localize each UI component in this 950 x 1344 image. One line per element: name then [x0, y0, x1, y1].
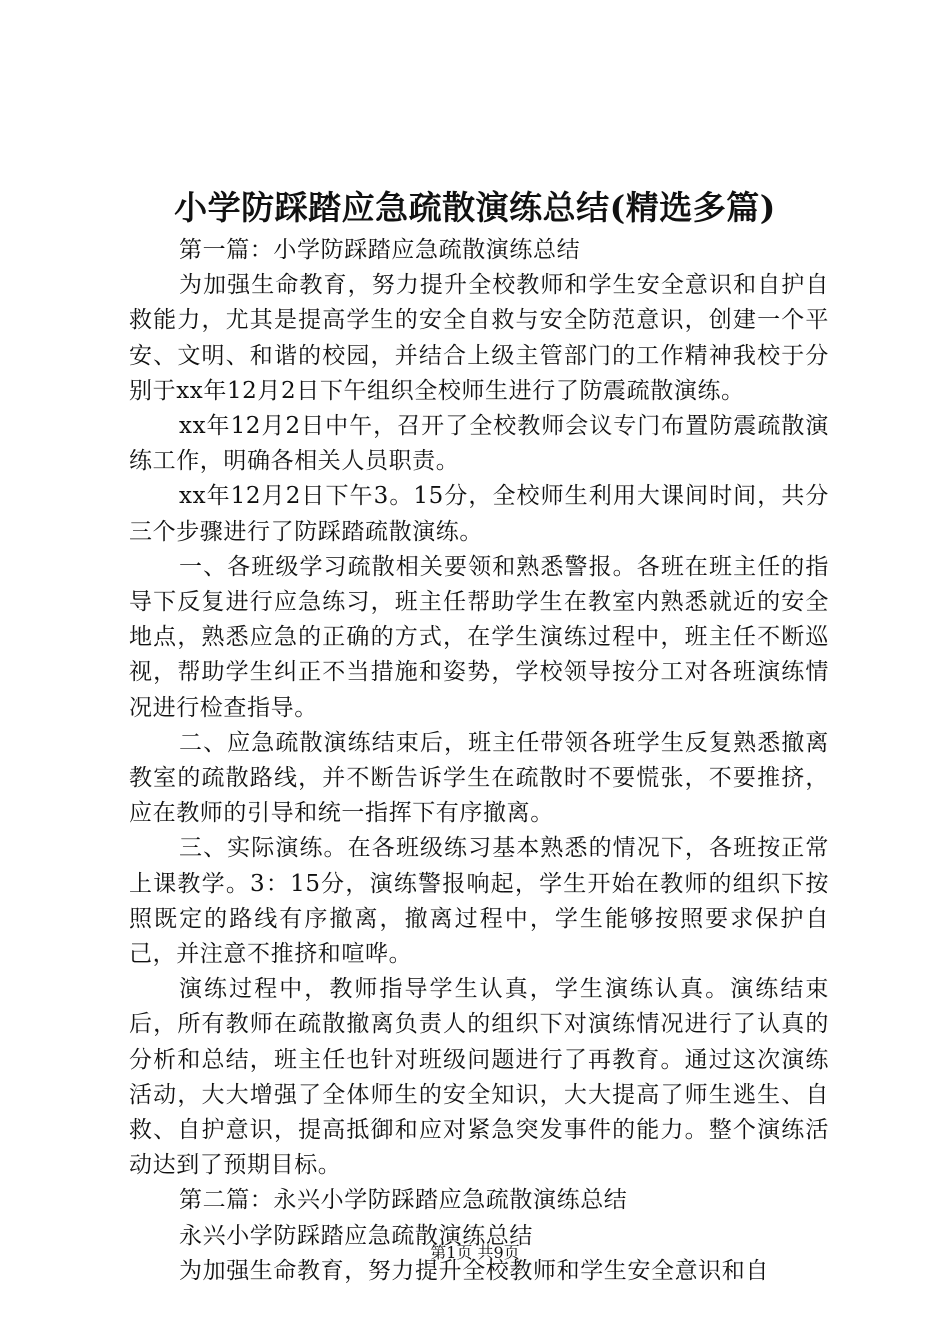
paragraph: 为加强生命教育，努力提升全校教师和学生安全意识和自护自救能力，尤其是提高学生的安全自救与安全防范意识，创建一个平安、文明、和谐的校园，并结合上级主管部门的工作精神我校于分别于xx年12月2日下午组织全校师生进行了防震疏散演练。	[129, 272, 829, 404]
paragraph: 一、各班级学习疏散相关要领和熟悉警报。各班在班主任的指导下反复进行应急练习，班主任帮助学生在教室内熟悉就近的安全地点，熟悉应急的正确的方式，在学生演练过程中，班主任不断巡视，帮助学生纠正不当措施和姿势，学校领导按分工对各班演练情况进行检查指导。	[129, 553, 829, 721]
document-title: 小学防踩踏应急疏散演练总结(精选多篇)	[174, 188, 776, 227]
paragraph-continued: 为加强生命教育，努力提升全校教师和学生安全意识和自	[179, 1257, 769, 1284]
paragraph: xx年12月2日下午3。15分，全校师生利用大课间时间，共分三个步骤进行了防踩踏疏散演练。	[129, 483, 829, 545]
paragraph: 演练过程中，教师指导学生认真，学生演练认真。演练结束后，所有教师在疏散撤离负责人的组织下对演练情况进行了认真的分析和总结，班主任也针对班级问题进行了再教育。通过这次演练活动，大大增强了全体师生的安全知识，大大提高了师生逃生、自救、自护意识，提高抵御和应对紧急突发事件的能力。整个演练活动达到了预期目标。	[129, 976, 829, 1179]
paragraph: 二、应急疏散演练结束后，班主任带领各班学生反复熟悉撤离教室的疏散路线，并不断告诉学生在疏散时不要慌张，不要推挤，应在教师的引导和统一指挥下有序撤离。	[129, 729, 829, 827]
page-footer: 第1页 共9页	[430, 1243, 520, 1262]
paragraph: 三、实际演练。在各班级练习基本熟悉的情况下，各班按正常上课教学。3：15分，演练警报响起，学生开始在教师的组织下按照既定的路线有序撤离，撤离过程中，学生能够按照要求保护自己，并注意不推挤和喧哗。	[129, 835, 829, 968]
document-body	[129, 233, 829, 1289]
section-heading-part1: 第一篇：小学防踩踏应急疏散演练总结	[179, 237, 581, 263]
section-subheading-part2: 永兴小学防踩踏应急疏散演练总结	[179, 1222, 533, 1249]
paragraph: xx年12月2日中午，召开了全校教师会议专门布置防震疏散演练工作，明确各相关人员职责。	[129, 413, 829, 475]
section-heading-part2: 第二篇：永兴小学防踩踏应急疏散演练总结	[179, 1187, 628, 1214]
